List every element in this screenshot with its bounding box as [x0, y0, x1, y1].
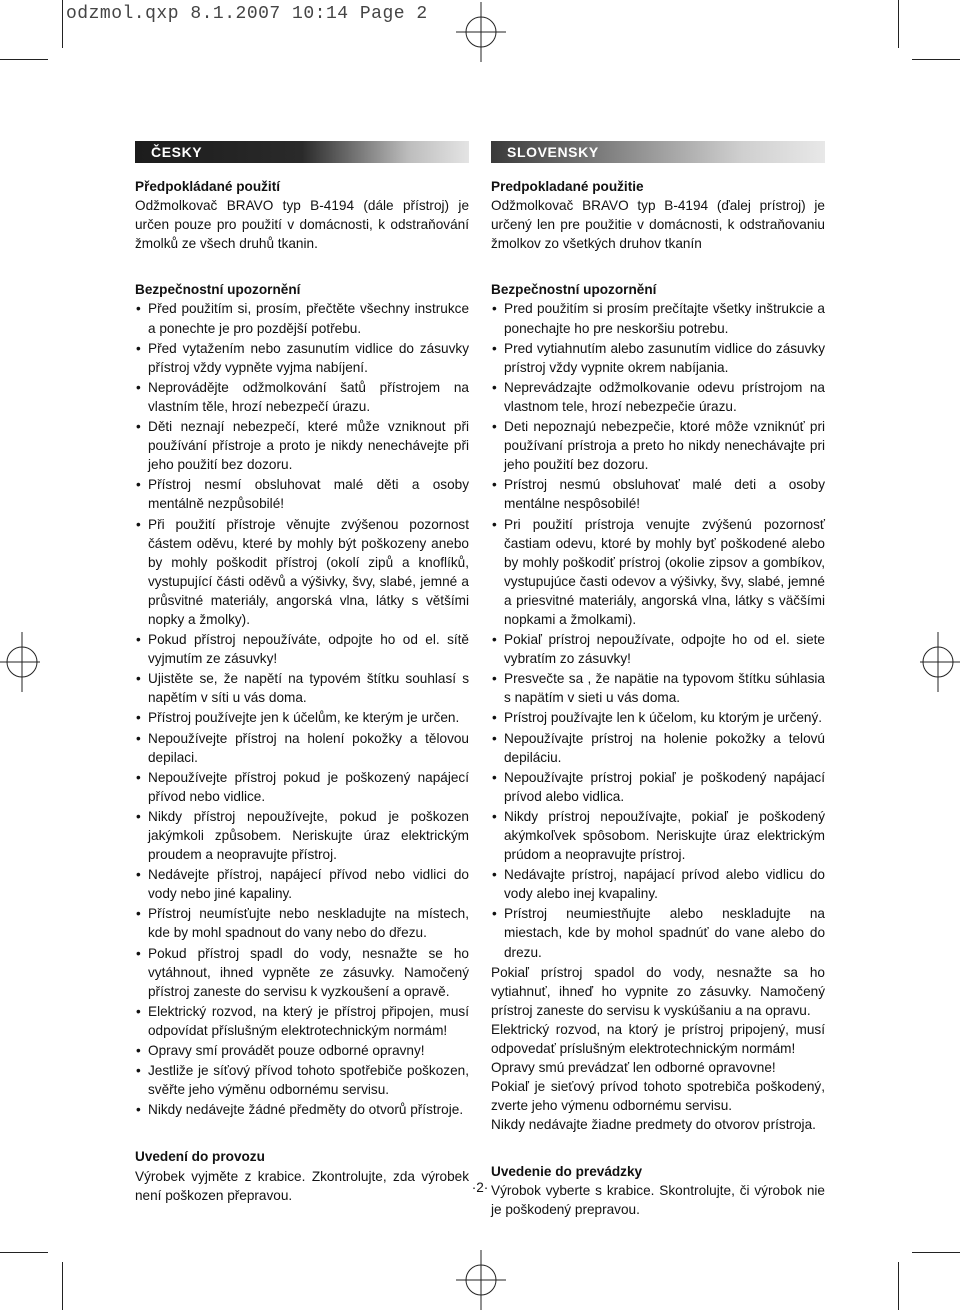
crop-mark [912, 59, 960, 60]
startup-title: Uvedení do provozu [135, 1149, 265, 1165]
safety-title: Bezpečnostní upozornění [135, 282, 301, 298]
list-item: • Nepoužívejte přístroj na holení pokožky a tělovou depilaci. [135, 729, 469, 767]
safety-paragraph: Pokiaľ prístroj spadol do vody, nesnažte sa ho vytiahnuť, ihneď ho vypnite zo zásuvky. Namočený prístroj zaneste do servisu k vyskúšaniu a na opravu. [491, 964, 825, 1018]
list-item: • Neprevádzajte odžmolkovanie odevu prístrojom na vlastnom tele, hrozí nebezpečie úrazu. [491, 378, 825, 416]
language-header-slovak: SLOVENSKY [491, 141, 825, 163]
list-item: • Nepoužívejte přístroj pokud je poškozený napájecí přívod nebo vidlice. [135, 768, 469, 806]
list-item: • Ujistěte se, že napětí na typovém štítku souhlasí s napětím v síti u vás doma. [135, 669, 469, 707]
list-item: • Opravy smí provádět pouze odborné opravny! [135, 1041, 469, 1060]
list-item: • Pred vytiahnutím alebo zasunutím vidlice do zásuvky prístroj vždy vypnite okrem nabíjania. [491, 339, 825, 377]
crop-mark [898, 1262, 899, 1310]
list-item: • Nikdy prístroj nepoužívajte, pokiaľ je poškodený akýmkoľvek spôsobom. Neriskujte úraz elektrickým prúdom a neopravujte prístroj. [491, 807, 825, 864]
list-item: • Neprovádějte odžmolkování šatů přístrojem na vlastním těle, hrozí nebezpečí úrazu. [135, 378, 469, 416]
crop-mark [912, 1252, 960, 1253]
startup-text: Výrobok vyberte s krabice. Skontrolujte, či výrobok nie je poškodený prepravou. [491, 1182, 825, 1217]
crop-mark [898, 0, 899, 48]
startup-title: Uvedenie do prevádzky [491, 1163, 643, 1179]
list-item: • Před vytažením nebo zasunutím vidlice do zásuvky přístroj vždy vypněte vyjma nabíjení. [135, 339, 469, 377]
list-item: • Jestliže je síťový přívod tohoto spotřebiče poškozen, svěřte jeho výměnu odbornému servisu. [135, 1061, 469, 1099]
safety-paragraph: Opravy smú prevádzať len odborné opravovne! [491, 1060, 776, 1076]
slovak-column [491, 141, 825, 1219]
safety-list [135, 299, 469, 1119]
intended-use-title: Předpokládané použití [135, 179, 281, 194]
list-item: • Pokiaľ prístroj nepoužívate, odpojte ho od el. siete vybratím zo zásuvky! [491, 630, 825, 668]
list-item: • Nikdy přístroj nepoužívejte, pokud je poškozen jakýmkoli způsobem. Neriskujte úraz elektrickým proudem a neopravujte přístroj. [135, 807, 469, 864]
crop-mark [62, 1262, 63, 1310]
page-number: ·2· [471, 1180, 489, 1195]
list-item: • Nepoužívajte prístroj na holenie pokožky a telovú depiláciu. [491, 729, 825, 767]
intended-use-text: Odžmolkovač BRAVO typ B-4194 (dále přístroj) je určen pouze pro použití v domácnosti, k odstraňování žmolků ze všech druhů tkanin. [135, 198, 469, 252]
list-item: • Deti nepoznajú nebezpečie, ktoré môže vzniknúť pri používaní prístroja a preto ho nikdy nenechávajte pri jeho použití bez dozoru. [491, 417, 825, 474]
list-item: • Děti neznají nebezpečí, které může vzniknout při používání přístroje a proto je nikdy nenechávejte při jeho použití bez dozoru. [135, 417, 469, 474]
list-item: • Pokud přístroj spadl do vody, nesnažte se ho vytáhnout, ihned vypněte ze zásuvky. Namočený přístroj zaneste do servisu k vyzkoušení a opravě. [135, 944, 469, 1001]
list-item: • Presvečte sa , že napätie na typovom štítku súhlasia s napätím v sieti u vás doma. [491, 669, 825, 707]
intended-use-title: Predpokladané použitie [491, 179, 644, 194]
crop-mark [62, 0, 63, 48]
safety-list [491, 299, 825, 961]
language-header-czech: ČESKY [135, 141, 469, 163]
registration-mark-left-icon [0, 632, 40, 692]
safety-paragraph: Pokiaľ je sieťový prívod tohoto spotrebiča poškodený, zverte jeho výmenu odbornému servisu. [491, 1079, 825, 1114]
list-item: • Prístroj nesmú obsluhovať malé deti a osoby mentálne nespôsobilé! [491, 475, 825, 513]
czech-column [135, 141, 469, 1205]
safety-paragraph: Nikdy nedávajte žiadne predmety do otvorov prístroja. [491, 1117, 816, 1133]
list-item: • Před použitím si, prosím, přečtěte všechny instrukce a ponechte je pro pozdější potřebu. [135, 299, 469, 337]
list-item: • Přístroj neumísťujte nebo neskladujte na místech, kde by mohl spadnout do vany nebo do dřezu. [135, 904, 469, 942]
list-item: • Přístroj nesmí obsluhovat malé děti a osoby mentálně nezpůsobilé! [135, 475, 469, 513]
list-item: • Pokud přístroj nepoužíváte, odpojte ho od el. sítě vyjmutím ze zásuvky! [135, 630, 469, 668]
file-slug: odzmol.qxp 8.1.2007 10:14 Page 2 [66, 4, 428, 24]
list-item: • Nikdy nedávejte žádné předměty do otvorů přístroje. [135, 1100, 469, 1119]
list-item: • Elektrický rozvod, na který je přístroj připojen, musí odpovídat příslušným elektrotechnickým normám! [135, 1002, 469, 1040]
list-item: • Při použití přístroje věnujte zvýšenou pozornost částem oděvu, které by mohly být poškozeny anebo by mohly poškodit přístroj (okolí zipů a knoflíků, vystupující části oděvů a výšivky, švy, slabé, jemné a průsvitné materiály, angorská vlna, látky s většími nopky a žmolky). [135, 515, 469, 630]
list-item: • Pri použití prístroja venujte zvýšenú pozornosť častiam odevu, ktoré by mohly byť poškodené alebo by mohly poškodiť prístroj (okolie zipsov a gombíkov, vystupujúce časti odevov a výšivky, švy, slabé, jemné a priesvitné materiály, angorská vlna, látky s väčšími nopkami a žmolkami). [491, 515, 825, 630]
list-item: • Prístroj neumiestňujte alebo neskladujte na miestach, kde by mohol spadnúť do vane alebo do drezu. [491, 904, 825, 961]
registration-mark-right-icon [920, 632, 960, 692]
list-item: • Nedávajte prístroj, napájací prívod alebo vidlicu do vody alebo inej kvapaliny. [491, 865, 825, 903]
startup-text: Výrobek vyjměte z krabice. Zkontrolujte, zda výrobek není poškozen přepravou. [135, 1168, 469, 1203]
list-item: • Nedávejte přístroj, napájecí přívod nebo vidlici do vody nebo jiné kapaliny. [135, 865, 469, 903]
safety-paragraph: Elektrický rozvod, na ktorý je prístroj pripojený, musí odpovedať príslušným elektrotechnickým normám! [491, 1021, 825, 1057]
list-item: • Pred použitím si prosím prečítajte všetky inštrukcie a ponechajte ho pre neskoršiu potrebu. [491, 299, 825, 337]
list-item: • Nepoužívajte prístroj pokiaľ je poškodený napájací prívod alebo vidlica. [491, 768, 825, 806]
list-item: • Prístroj používajte len k účelom, ku ktorým je určený. [491, 708, 825, 727]
crop-mark [0, 59, 48, 60]
list-item: • Přístroj používejte jen k účelům, ke kterým je určen. [135, 708, 469, 727]
registration-mark-top-icon [456, 2, 506, 62]
intended-use-text: Odžmolkovač BRAVO typ B-4194 (ďalej prístroj) je určený len pre použitie v domácnosti, k odstraňovaniu žmolkov zo všetkých druhov tkanín [491, 198, 825, 252]
crop-mark [0, 1252, 48, 1253]
safety-title: Bezpečnostní upozornění [491, 282, 657, 298]
registration-mark-bottom-icon [456, 1250, 506, 1310]
